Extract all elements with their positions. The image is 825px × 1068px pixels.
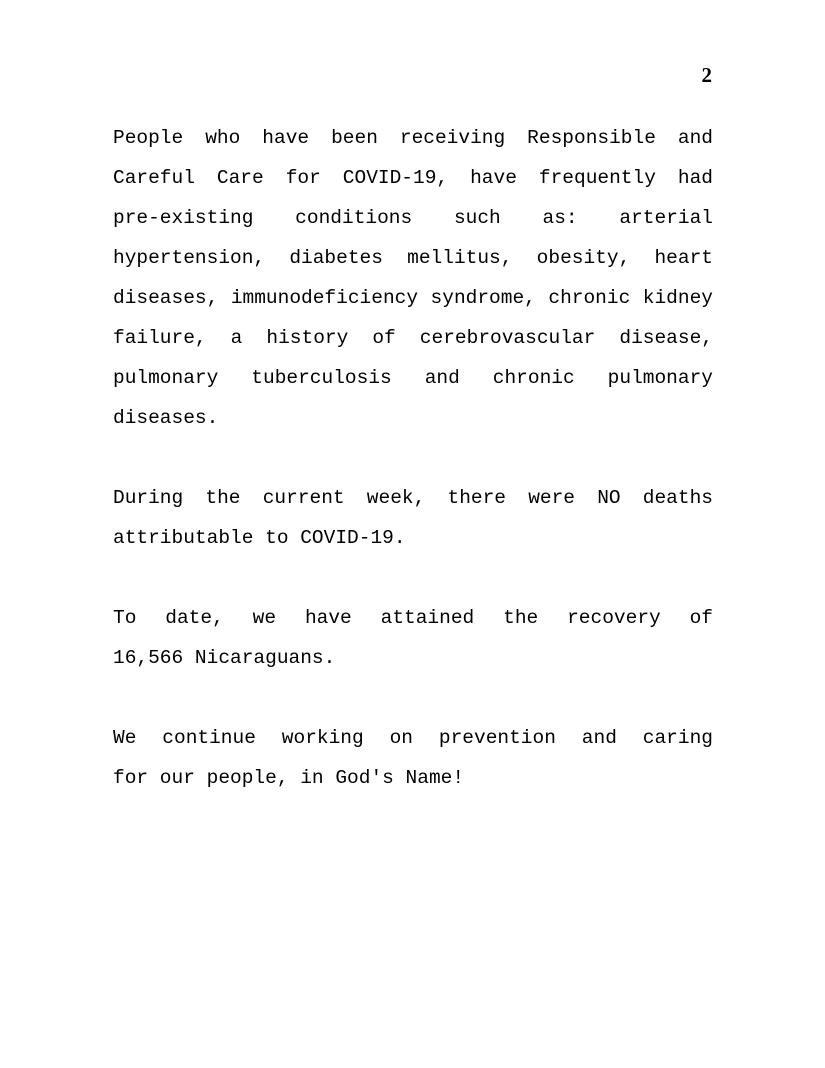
document-body xyxy=(113,118,713,838)
text-line: People who have been receiving Responsible and xyxy=(113,127,713,149)
text-line: for our people, in God's Name! xyxy=(113,767,465,789)
paragraph-preexisting-conditions xyxy=(113,118,713,438)
text-line: failure, a history of cerebrovascular disease, xyxy=(113,327,713,349)
text-line: diseases, immunodeficiency syndrome, chronic kidney xyxy=(113,287,713,309)
paragraph-recovery-count xyxy=(113,598,713,678)
paragraph-no-deaths xyxy=(113,478,713,558)
text-line: During the current week, there were NO deaths xyxy=(113,487,713,509)
text-line: hypertension, diabetes mellitus, obesity, heart xyxy=(113,247,713,269)
paragraph-closing-statement xyxy=(113,718,713,798)
text-line: attributable to COVID-19. xyxy=(113,527,406,549)
text-line: diseases. xyxy=(113,407,219,429)
text-line: 16,566 Nicaraguans. xyxy=(113,647,336,669)
text-line: We continue working on prevention and caring xyxy=(113,727,713,749)
text-line: pulmonary tuberculosis and chronic pulmonary xyxy=(113,367,713,389)
text-line: To date, we have attained the recovery of xyxy=(113,607,713,629)
text-line: pre-existing conditions such as: arterial xyxy=(113,207,713,229)
text-line: Careful Care for COVID-19, have frequently had xyxy=(113,167,713,189)
page-number: 2 xyxy=(701,63,712,87)
